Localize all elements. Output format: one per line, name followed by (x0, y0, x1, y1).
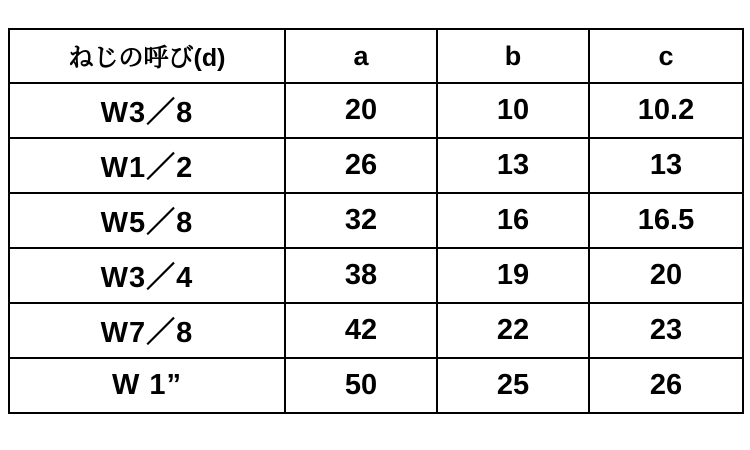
cell-c: 20 (589, 248, 743, 303)
cell-b: 16 (437, 193, 589, 248)
table-header-row (9, 29, 743, 83)
cell-thread-designation: W1／2 (9, 138, 285, 193)
cell-b: 13 (437, 138, 589, 193)
column-header-c: c (589, 29, 743, 83)
cell-b: 19 (437, 248, 589, 303)
cell-a: 20 (285, 83, 437, 138)
cell-a: 32 (285, 193, 437, 248)
cell-a: 38 (285, 248, 437, 303)
cell-b: 25 (437, 358, 589, 413)
cell-c: 13 (589, 138, 743, 193)
table-row (9, 193, 743, 248)
cell-thread-designation: W3／8 (9, 83, 285, 138)
cell-b: 10 (437, 83, 589, 138)
cell-thread-designation: W 1” (9, 358, 285, 413)
thread-size-table (8, 28, 744, 414)
cell-thread-designation: W3／4 (9, 248, 285, 303)
column-header-thread-designation: ねじの呼び(d) (9, 29, 285, 83)
table-row (9, 303, 743, 358)
cell-thread-designation: W7／8 (9, 303, 285, 358)
table-row (9, 358, 743, 413)
cell-b: 22 (437, 303, 589, 358)
table-row (9, 138, 743, 193)
cell-c: 26 (589, 358, 743, 413)
column-header-a: a (285, 29, 437, 83)
cell-c: 23 (589, 303, 743, 358)
table-row (9, 248, 743, 303)
cell-a: 42 (285, 303, 437, 358)
table-row (9, 83, 743, 138)
column-header-b: b (437, 29, 589, 83)
cell-thread-designation: W5／8 (9, 193, 285, 248)
cell-c: 16.5 (589, 193, 743, 248)
cell-a: 50 (285, 358, 437, 413)
cell-a: 26 (285, 138, 437, 193)
cell-c: 10.2 (589, 83, 743, 138)
